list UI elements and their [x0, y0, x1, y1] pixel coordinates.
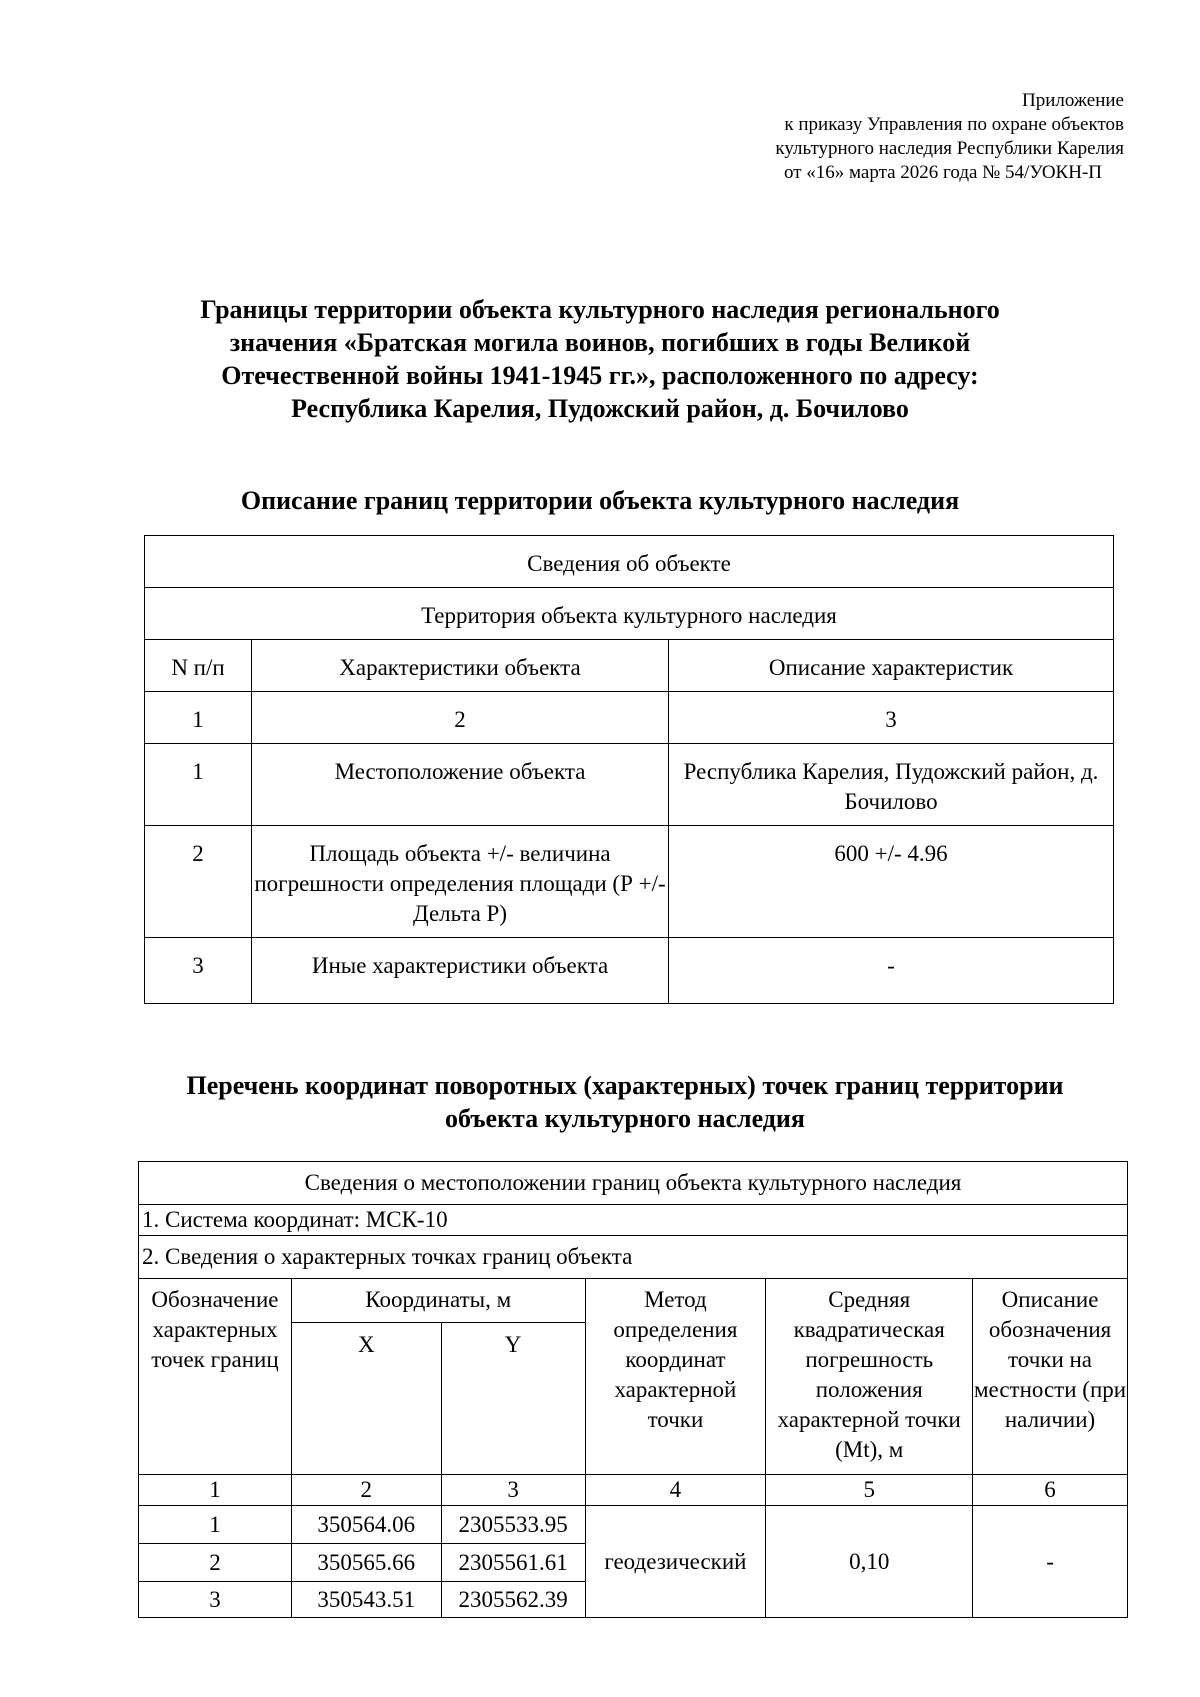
- row-characteristic: Иные характеристики объекта: [252, 938, 669, 1004]
- title-line: Отечественной войны 1941-1945 гг.», расположенного по адресу:: [221, 361, 979, 390]
- table-header: Сведения об объекте: [145, 536, 1114, 588]
- row-description: -: [669, 938, 1114, 1004]
- table-row: [139, 1506, 1128, 1544]
- row-number: 2: [145, 826, 252, 938]
- point-y: 2305562.39: [441, 1582, 585, 1618]
- appendix-line: к приказу Управления по охране объектов: [784, 114, 1124, 135]
- order-reference: от «16» марта 2026 года № 54/УОКН-П: [783, 162, 1102, 183]
- point-x: 350543.51: [291, 1582, 441, 1618]
- point-number: 3: [139, 1582, 292, 1618]
- row-characteristic: Местоположение объекта: [252, 744, 669, 826]
- row-description: Республика Карелия, Пудожский район, д. Бочилово: [669, 744, 1114, 826]
- heading-line: объекта культурного наследия: [445, 1104, 805, 1133]
- appendix-header: [700, 89, 1124, 185]
- title-line: значения «Братская могила воинов, погибших в годы Великой: [229, 328, 971, 357]
- appendix-line: Приложение: [1022, 90, 1124, 111]
- title-line: Границы территории объекта культурного наследия регионального: [200, 295, 1000, 324]
- row-number: 3: [145, 938, 252, 1004]
- point-x: 350565.66: [291, 1544, 441, 1582]
- coordinate-system: 1. Система координат: МСК-10: [139, 1205, 1128, 1236]
- method-value: геодезический: [585, 1506, 766, 1618]
- coordinates-table: [138, 1161, 1128, 1618]
- point-x: 350564.06: [291, 1506, 441, 1544]
- column-header-y: Y: [441, 1323, 585, 1475]
- column-header: Описание характеристик: [669, 640, 1114, 692]
- row-number: 1: [145, 744, 252, 826]
- column-header-x: X: [291, 1323, 441, 1475]
- document-title: [140, 293, 1060, 425]
- point-y: 2305533.95: [441, 1506, 585, 1544]
- column-header-desc: Описание обозначения точки на местности (при наличии): [973, 1279, 1128, 1475]
- points-info: 2. Сведения о характерных точках границ объекта: [139, 1236, 1128, 1279]
- column-number: 2: [291, 1475, 441, 1506]
- column-number: 3: [669, 692, 1114, 744]
- desc-value: -: [973, 1506, 1128, 1618]
- column-number: 4: [585, 1475, 766, 1506]
- column-header-method: Метод определения координат характерной точки: [585, 1279, 766, 1475]
- coordinates-heading: [140, 1069, 1110, 1135]
- column-header: Характеристики объекта: [252, 640, 669, 692]
- column-number: 1: [139, 1475, 292, 1506]
- column-number: 1: [145, 692, 252, 744]
- object-description-table: [144, 535, 1114, 1004]
- table-row: [145, 826, 1114, 938]
- column-number: 3: [441, 1475, 585, 1506]
- table-row: [145, 744, 1114, 826]
- title-line: Республика Карелия, Пудожский район, д. Бочилово: [291, 394, 909, 423]
- table-subheader: Территория объекта культурного наследия: [145, 588, 1114, 640]
- point-y: 2305561.61: [441, 1544, 585, 1582]
- error-value: 0,10: [766, 1506, 973, 1618]
- table-header: Сведения о местоположении границ объекта культурного наследия: [139, 1162, 1128, 1205]
- column-header: N п/п: [145, 640, 252, 692]
- column-number: 6: [973, 1475, 1128, 1506]
- column-number: 2: [252, 692, 669, 744]
- row-description: 600 +/- 4.96: [669, 826, 1114, 938]
- point-number: 1: [139, 1506, 292, 1544]
- appendix-line: культурного наследия Республики Карелия: [775, 138, 1124, 159]
- column-header-coords: Координаты, м: [291, 1279, 585, 1323]
- column-header-point: Обозначение характерных точек границ: [139, 1279, 292, 1475]
- heading-line: Перечень координат поворотных (характерных) точек границ территории: [186, 1071, 1064, 1100]
- point-number: 2: [139, 1544, 292, 1582]
- row-characteristic: Площадь объекта +/- величина погрешности определения площади (Р +/- Дельта Р): [252, 826, 669, 938]
- description-heading: Описание границ территории объекта культурного наследия: [240, 486, 960, 515]
- column-header-error: Средняя квадратическая погрешность положения характерной точки (Mt), м: [766, 1279, 973, 1475]
- table-row: [145, 938, 1114, 1004]
- column-number: 5: [766, 1475, 973, 1506]
